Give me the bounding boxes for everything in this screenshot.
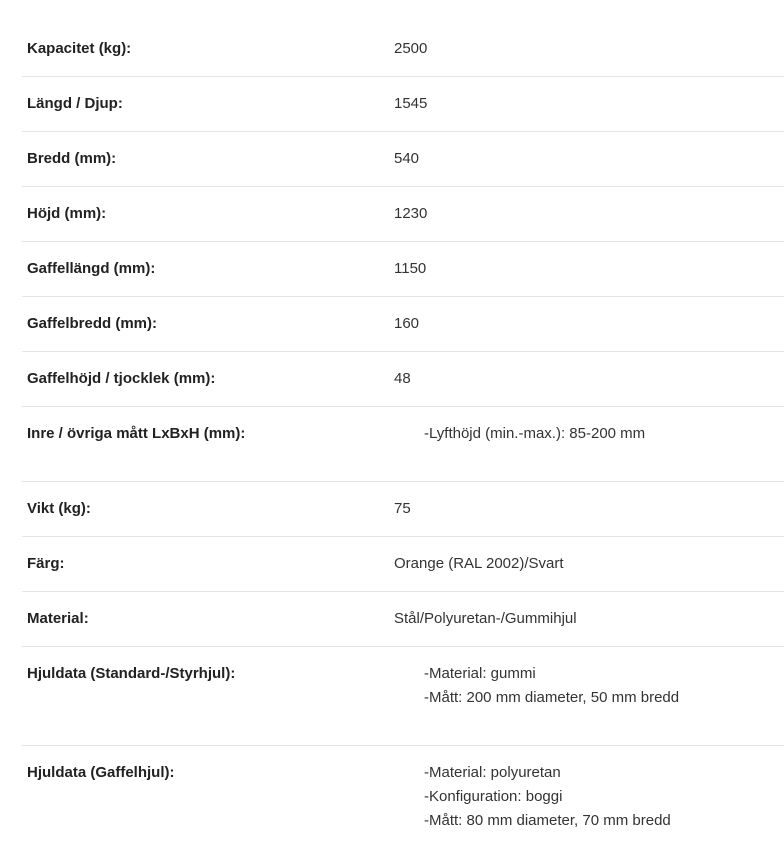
spec-row-fork-length (22, 242, 784, 297)
spec-label: Kapacitet (kg): (27, 40, 132, 57)
spec-value: 540 (394, 150, 420, 167)
spec-label: Hjuldata (Standard-/Styrhjul): (27, 665, 236, 682)
spec-value: 1150 (394, 260, 427, 277)
spec-label: Längd / Djup: (27, 95, 123, 112)
spec-label: Vikt (kg): (27, 500, 91, 517)
spec-value-line: -Material: polyuretan (424, 764, 561, 781)
spec-value: 48 (394, 370, 411, 387)
spec-label: Höjd (mm): (27, 205, 107, 222)
spec-label: Inre / övriga mått LxBxH (mm): (27, 425, 246, 442)
spec-row-inner-dimensions (22, 407, 784, 482)
spec-label: Material: (27, 610, 89, 627)
spec-value: 160 (394, 315, 420, 332)
spec-value: 1545 (394, 95, 428, 112)
spec-value-list (390, 422, 784, 481)
spec-label: Färg: (27, 555, 65, 572)
spec-label: Hjuldata (Gaffelhjul): (27, 764, 175, 781)
spec-label: Gaffelbredd (mm): (27, 315, 158, 332)
spec-label: Gaffelhöjd / tjocklek (mm): (27, 370, 216, 387)
specification-table (22, 22, 784, 856)
spec-row-wheel-fork (22, 746, 784, 856)
spec-value-line: -Mått: 80 mm diameter, 70 mm bredd (424, 812, 671, 829)
spec-label: Bredd (mm): (27, 150, 117, 167)
spec-value-line: -Mått: 200 mm diameter, 50 mm bredd (424, 689, 680, 706)
spec-value-line: -Lyfthöjd (min.-max.): 85-200 mm (424, 425, 646, 442)
spec-row-width (22, 132, 784, 187)
spec-row-fork-thickness (22, 352, 784, 407)
spec-value: Orange (RAL 2002)/Svart (394, 555, 564, 572)
spec-value: 75 (394, 500, 411, 517)
spec-value-list (390, 662, 784, 745)
spec-value-line: -Konfiguration: boggi (424, 788, 563, 805)
spec-row-height (22, 187, 784, 242)
spec-row-material (22, 592, 784, 647)
spec-value-list (390, 761, 784, 856)
spec-row-capacity (22, 22, 784, 77)
spec-value-line: -Material: gummi (424, 665, 536, 682)
spec-value: 2500 (394, 40, 428, 57)
spec-row-fork-width (22, 297, 784, 352)
spec-value: 1230 (394, 205, 428, 222)
spec-row-wheel-standard (22, 647, 784, 746)
spec-row-length (22, 77, 784, 132)
spec-label: Gaffellängd (mm): (27, 260, 156, 277)
spec-value: Stål/Polyuretan-/Gummihjul (394, 610, 577, 627)
spec-row-color (22, 537, 784, 592)
spec-row-weight (22, 482, 784, 537)
